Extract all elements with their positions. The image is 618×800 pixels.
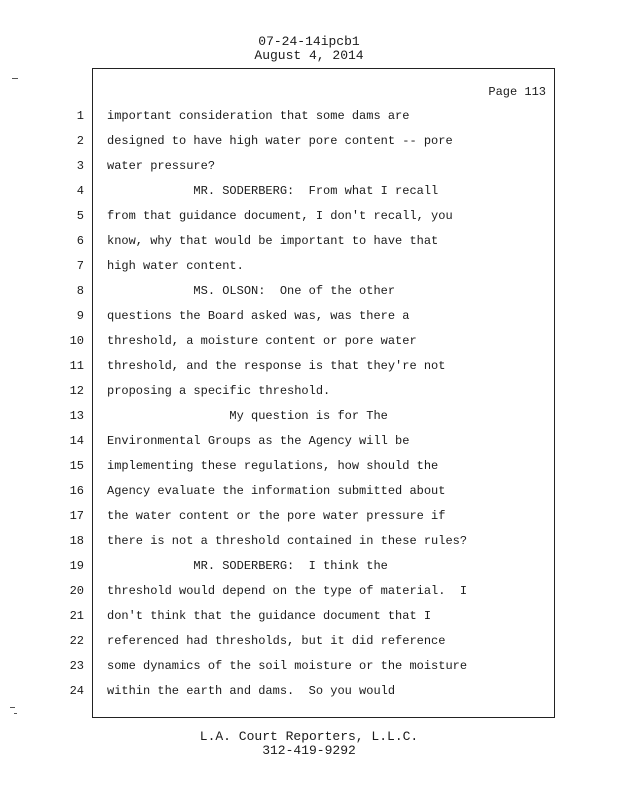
line-number: 21 — [69, 609, 84, 623]
header-date: August 4, 2014 — [254, 48, 364, 63]
transcript-line-text: from that guidance document, I don't recall, you — [107, 209, 453, 223]
line-number: 10 — [69, 334, 84, 348]
line-number: 1 — [76, 109, 84, 123]
transcript-line-text: threshold, and the response is that they're not — [107, 359, 446, 373]
line-number: 3 — [76, 159, 84, 173]
transcript-line-text: MR. SODERBERG: I think the — [107, 559, 388, 573]
line-number: 15 — [69, 459, 84, 473]
line-number: 7 — [76, 259, 84, 273]
line-number: 23 — [69, 659, 84, 673]
transcript-line-text: questions the Board asked was, was there a — [107, 309, 410, 323]
line-number: 9 — [76, 309, 84, 323]
transcript-line-text: important consideration that some dams are — [107, 109, 410, 123]
transcript-line-text: don't think that the guidance document that I — [107, 609, 432, 623]
transcript-line-text: there is not a threshold contained in these rules? — [107, 534, 468, 548]
line-number: 12 — [69, 384, 84, 398]
line-number: 17 — [69, 509, 84, 523]
line-number: 22 — [69, 634, 84, 648]
transcript-line-text: My question is for The — [107, 409, 388, 423]
transcript-line-text: within the earth and dams. So you would — [107, 684, 396, 698]
transcript-line-text: proposing a specific threshold. — [107, 384, 331, 398]
scan-speck — [14, 713, 17, 714]
line-number: 11 — [69, 359, 84, 373]
transcript-line-text: MS. OLSON: One of the other — [107, 284, 396, 298]
transcript-line-text: the water content or the pore water pressure if — [107, 509, 446, 523]
transcript-line-text: implementing these regulations, how should the — [107, 459, 439, 473]
header-doc-id: 07-24-14ipcb1 — [258, 34, 360, 49]
transcript-line-text: Agency evaluate the information submitted about — [107, 484, 446, 498]
transcript-line-text: Environmental Groups as the Agency will be — [107, 434, 410, 448]
line-number: 5 — [76, 209, 84, 223]
line-number: 8 — [76, 284, 84, 298]
page-label: Page 113 — [488, 85, 546, 99]
line-number: 19 — [69, 559, 84, 573]
footer-company: L.A. Court Reporters, L.L.C. — [199, 729, 419, 744]
transcript-line-text: some dynamics of the soil moisture or the moisture — [107, 659, 468, 673]
line-number: 14 — [69, 434, 84, 448]
line-number: 13 — [69, 409, 84, 423]
line-number: 18 — [69, 534, 84, 548]
transcript-line-text: designed to have high water pore content -- pore — [107, 134, 453, 148]
transcript-line-text: high water content. — [107, 259, 244, 273]
line-number: 6 — [76, 234, 84, 248]
transcript-line-text: threshold, a moisture content or pore water — [107, 334, 417, 348]
line-number: 20 — [69, 584, 84, 598]
transcript-line-text: know, why that would be important to have that — [107, 234, 439, 248]
line-number: 16 — [69, 484, 84, 498]
line-number: 24 — [69, 684, 84, 698]
scan-speck — [10, 707, 15, 708]
line-number: 2 — [76, 134, 84, 148]
footer-phone: 312-419-9292 — [262, 743, 356, 758]
transcript-line-text: threshold would depend on the type of material. I — [107, 584, 468, 598]
transcript-line-text: water pressure? — [107, 159, 216, 173]
transcript-line-text: MR. SODERBERG: From what I recall — [107, 184, 439, 198]
transcript-line-text: referenced had thresholds, but it did reference — [107, 634, 446, 648]
line-number: 4 — [76, 184, 84, 198]
scan-speck — [12, 78, 18, 79]
